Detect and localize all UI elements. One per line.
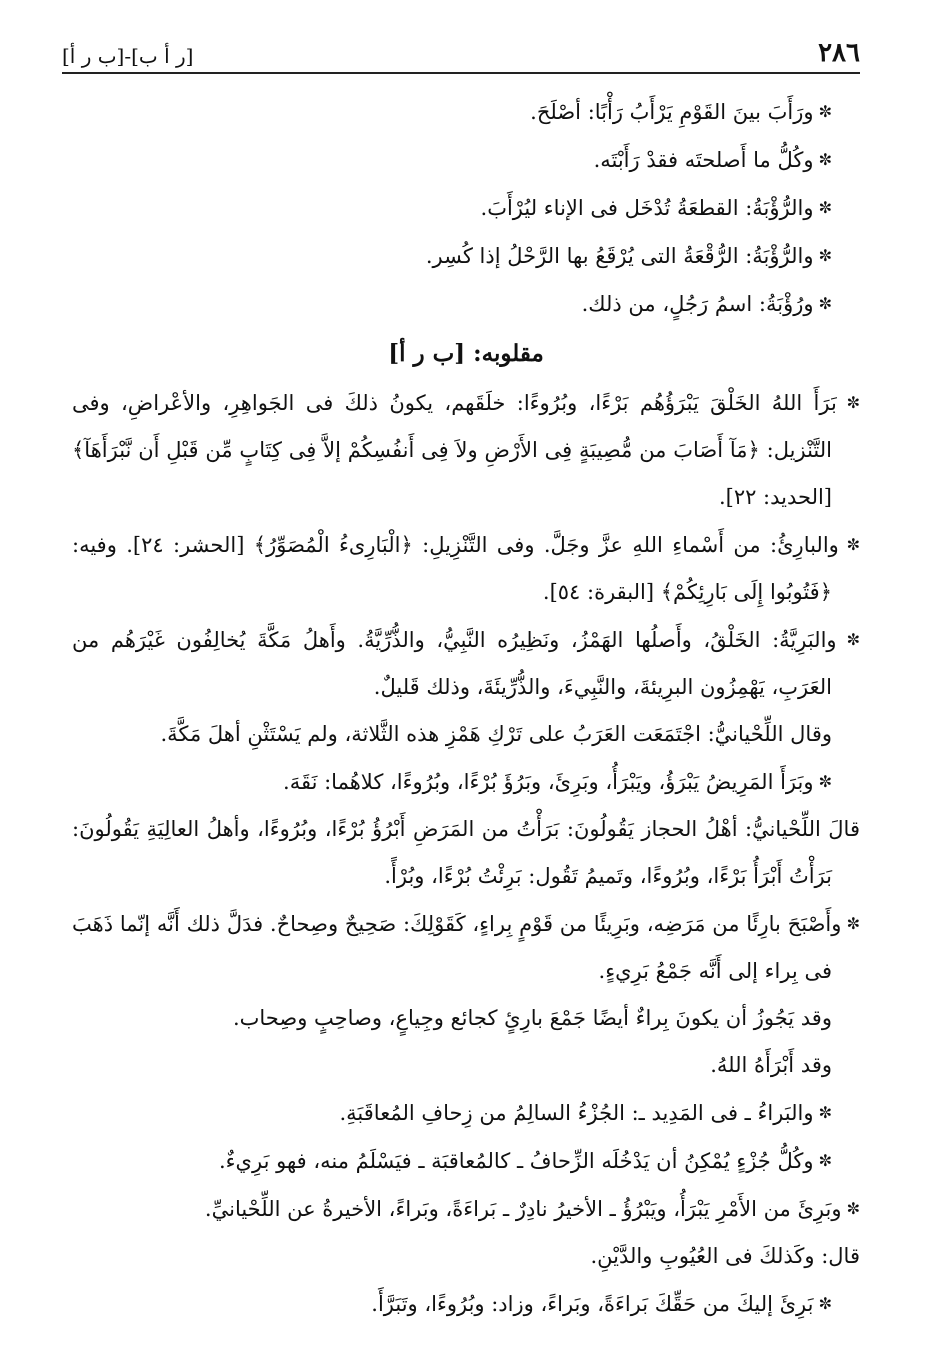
- paragraph: ✼ بَرِئَ إليكَ من حَقِّكَ بَراءَةً، وبَراءً، وزاد: وبُرُوءًا، وتَبَرَّأَ.: [72, 1280, 860, 1328]
- paragraph: ✼ والرُّؤْبَةُ: القطعَةُ تُدْخَل فى الإناء ليُرْأَبَ.: [72, 184, 860, 232]
- paragraph: ✼ والبارِئُ: من أَسْماءِ اللهِ عزَّ وجَلَّ. وفى التَّنْزِيلِ: ﴿الْبَارِىءُ الْمُصَوِّرُ﴾ [الحشر: ٢٤]. وفيه: ﴿فَتُوبُوا إِلَى بَارِئِكُمْ﴾ [البقرة: ٥٤].: [72, 521, 860, 616]
- paragraph: ✼ والبَراءُ ـ فى المَدِيد ـ: الجُزْءُ السالِمُ من زِحافِ المُعاقَبَةِ.: [72, 1089, 860, 1137]
- page-number: ٢٨٦: [818, 38, 860, 68]
- paragraph: وقد أَبْرَأَهُ اللهُ.: [710, 1053, 832, 1077]
- paragraph: قال: وكَذلكَ فى العُيُوبِ والدَّيْنِ.: [590, 1244, 860, 1268]
- running-head: [ر أ ب]-[ب ر أ]: [62, 44, 194, 68]
- paragraph: وقد يَجُوزُ أن يكونَ بِراءٌ أيضًا جَمْعَ بارِئٍ كجائع وجِياعٍ، وصاحِبٍ وصِحاب.: [232, 1006, 832, 1030]
- section-heading: مقلوبه: [ب ر أ]: [388, 340, 544, 367]
- paragraph: وقال اللِّحْيانيُّ: اجْتَمَعَت العَرَبُ على تَرْكِ هَمْزِ هذه الثَّلاثة، ولم يَسْتَثْنِ أهلَ مَكَّةَ.: [160, 722, 832, 746]
- paragraph: ✼ ورُؤْبَةُ: اسمُ رَجُلٍ، من ذلك.: [72, 280, 860, 328]
- paragraph: ✼ بَرَأَ اللهُ الخَلْقَ يَبْرَؤُهُم بَرْءًا، وبُرُوءًا: خلَقَهم، يكونُ ذلكَ فى الجَواهِرِ، والأعْراضِ، وفى التَّنْزيل: ﴿مَآ أَصَابَ من مُّصِيبَةٍ فِى الأَرْضِ ولاَ فِى أَنفُسِكُمْ إلاَّ فِى كِتَابٍ مِّن قَبْلِ أَن نَّبْرَأَهَآ﴾ [الحديد: ٢٢].: [72, 379, 860, 521]
- paragraph: ✼ ورَأَبَ بينَ القَوْمِ يَرْأَبُ رَأْبًا: أصْلَحَ.: [72, 88, 860, 136]
- paragraph: ✼ وبَرَأَ المَرِيضُ يَبْرَؤُ، ويَبْرَأُ، وبَرِئَ، وبَرُؤَ بُرْءًا، وبُرُوءًا، كلاهُما: نَقَهَ.: [72, 758, 860, 806]
- paragraph: ✼ وكُلُّ ما أَصلحتَه فقدْ رَأَبْتَه.: [72, 136, 860, 184]
- paragraph: ✼ والرُّؤْبَةُ: الرُّقْعَةُ التى يُرْقَعُ بها الرَّحْلُ إذا كُسِر.: [72, 232, 860, 280]
- paragraph: قالَ اللِّحْيانيُّ: أهْلُ الحجاز يَقُولُونَ: بَرَأْتُ من المَرَضِ أَبْرُؤُ بُرْءًا، وبُرُوءًا، وأهلُ العالِيَةِ يَقُولُونَ: بَرَأْتُ أَبْرَأُ بَرْءًا، وبُرُوءًا، وتَميمُ تَقُول: بَرِئْتُ بُرْءًا، وبُرْأً.: [72, 817, 860, 888]
- paragraph: ✼ وأَصْبَحَ بارِئًا من مَرَضِه، وبَرِيئًا من قَوْمٍ بِراءٍ، كَقَوْلِكَ: صَحِيحٌ وصِحاحٌ. فدَلَّ ذلك أَنَّه إنّما ذَهَبَ فى بِراء إلى أَنَّه جَمْعُ بَرِيءٍ.: [72, 900, 860, 995]
- paragraph: ✼ وكُلُّ جُزْءٍ يُمْكِنُ أن يَدْخُلَه الزِّحافُ ـ كالمُعاقبَة ـ فيَسْلَمُ منه، فهو بَرِيءٌ.: [72, 1137, 860, 1185]
- paragraph: ✼ وبَرِئَ من الأَمْرِ يَبْرَأُ، ويَبْرُؤُ ـ الأخيرُ نادِرٌ ـ بَراءَةً، وبَراءً، الأخيرةُ عن اللِّحْيانيِّ.: [72, 1185, 860, 1233]
- paragraph: ✼ والبَرِيَّةُ: الخَلْقُ، وأَصلُها الهَمْزُ، ونَظِيرُه النَّبِيُّ، والذُّرِّيَّةُ. وأَهلُ مَكَّةَ يُخالِفُون غَيْرَهُم من العَرَبِ، يَهْمِزُون البرِيئةَ، والنَّبِيءَ، والذُّرِّيئَةَ، وذلك قَليلٌ.: [72, 616, 860, 711]
- page-header: [62, 26, 860, 74]
- page-body: [72, 88, 860, 1328]
